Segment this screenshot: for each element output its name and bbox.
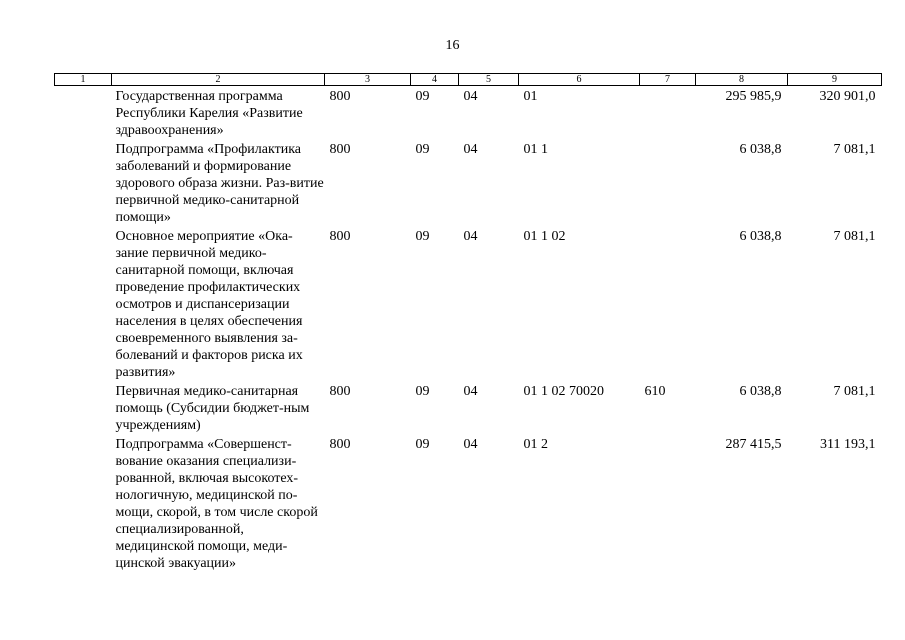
cell-col8: 287 415,5 (725, 437, 782, 452)
cell-col6: 01 1 02 70020 (523, 384, 604, 399)
cell-col4: 09 (415, 437, 430, 452)
table-body (55, 86, 882, 573)
cell-col1 (55, 139, 112, 226)
cell-col7 (640, 434, 696, 572)
cell-name: Подпрограмма «Профилактика заболеваний и формирование здорового образа жизни. Раз-витие первичной медико-санитарной помощи» (115, 142, 324, 225)
cell-col7 (640, 139, 696, 226)
column-header-2: 2 (112, 74, 325, 86)
page-number: 16 (445, 38, 460, 53)
column-header-7: 7 (640, 74, 696, 86)
cell-col3: 800 (329, 384, 351, 399)
cell-col1 (55, 226, 112, 381)
cell-col5: 04 (463, 437, 478, 452)
table-header (55, 74, 882, 86)
table-row (55, 139, 882, 226)
budget-table (54, 73, 882, 572)
cell-col9: 311 193,1 (820, 437, 876, 452)
cell-col6: 01 2 (523, 437, 548, 452)
column-header-1: 1 (55, 74, 112, 86)
table-row (55, 381, 882, 434)
cell-col8: 6 038,8 (739, 142, 782, 157)
cell-col6: 01 (523, 89, 538, 104)
cell-col8: 6 038,8 (739, 384, 782, 399)
header-row (55, 74, 882, 86)
table-row (55, 226, 882, 381)
cell-col4: 09 (415, 142, 430, 157)
cell-col5: 04 (463, 89, 478, 104)
cell-col3: 800 (329, 142, 351, 157)
table-row (55, 434, 882, 572)
cell-col8: 6 038,8 (739, 229, 782, 244)
cell-col9: 7 081,1 (833, 229, 876, 244)
cell-name: Подпрограмма «Совершенст-вование оказания специализи-рованной, включая высокотех-нологичную, медицинской по-мощи, скорой, в том числе скорой специализированной, медицинской помощи, меди-цинской эвакуации» (115, 437, 318, 571)
cell-col1 (55, 86, 112, 140)
cell-col7 (640, 226, 696, 381)
cell-col4: 09 (415, 89, 430, 104)
cell-col3: 800 (329, 437, 351, 452)
column-header-5: 5 (459, 74, 519, 86)
cell-name: Основное мероприятие «Ока-зание первичной медико-санитарной помощи, включая проведение профилактических осмотров и диспансеризации населения в целях обеспечения своевременного выявления за-болеваний и факторов риска их развития» (115, 229, 303, 380)
cell-col9: 7 081,1 (833, 384, 876, 399)
column-header-3: 3 (325, 74, 411, 86)
cell-col1 (55, 381, 112, 434)
cell-col6: 01 1 (523, 142, 548, 157)
cell-col8: 295 985,9 (725, 89, 782, 104)
cell-col7: 610 (644, 384, 666, 399)
cell-col3: 800 (329, 229, 351, 244)
column-header-4: 4 (411, 74, 459, 86)
cell-col1 (55, 434, 112, 572)
cell-col6: 01 1 02 (523, 229, 566, 244)
table-row (55, 86, 882, 140)
cell-col3: 800 (329, 89, 351, 104)
cell-col5: 04 (463, 229, 478, 244)
column-header-8: 8 (696, 74, 788, 86)
column-header-6: 6 (519, 74, 640, 86)
column-header-9: 9 (788, 74, 882, 86)
cell-col5: 04 (463, 384, 478, 399)
cell-col7 (640, 86, 696, 140)
cell-col9: 320 901,0 (819, 89, 876, 104)
cell-col5: 04 (463, 142, 478, 157)
cell-col9: 7 081,1 (833, 142, 876, 157)
cell-name: Первичная медико-санитарная помощь (Субсидии бюджет-ным учреждениям) (115, 384, 310, 433)
cell-col4: 09 (415, 229, 430, 244)
cell-name: Государственная программа Республики Карелия «Развитие здравоохранения» (115, 89, 303, 138)
cell-col4: 09 (415, 384, 430, 399)
